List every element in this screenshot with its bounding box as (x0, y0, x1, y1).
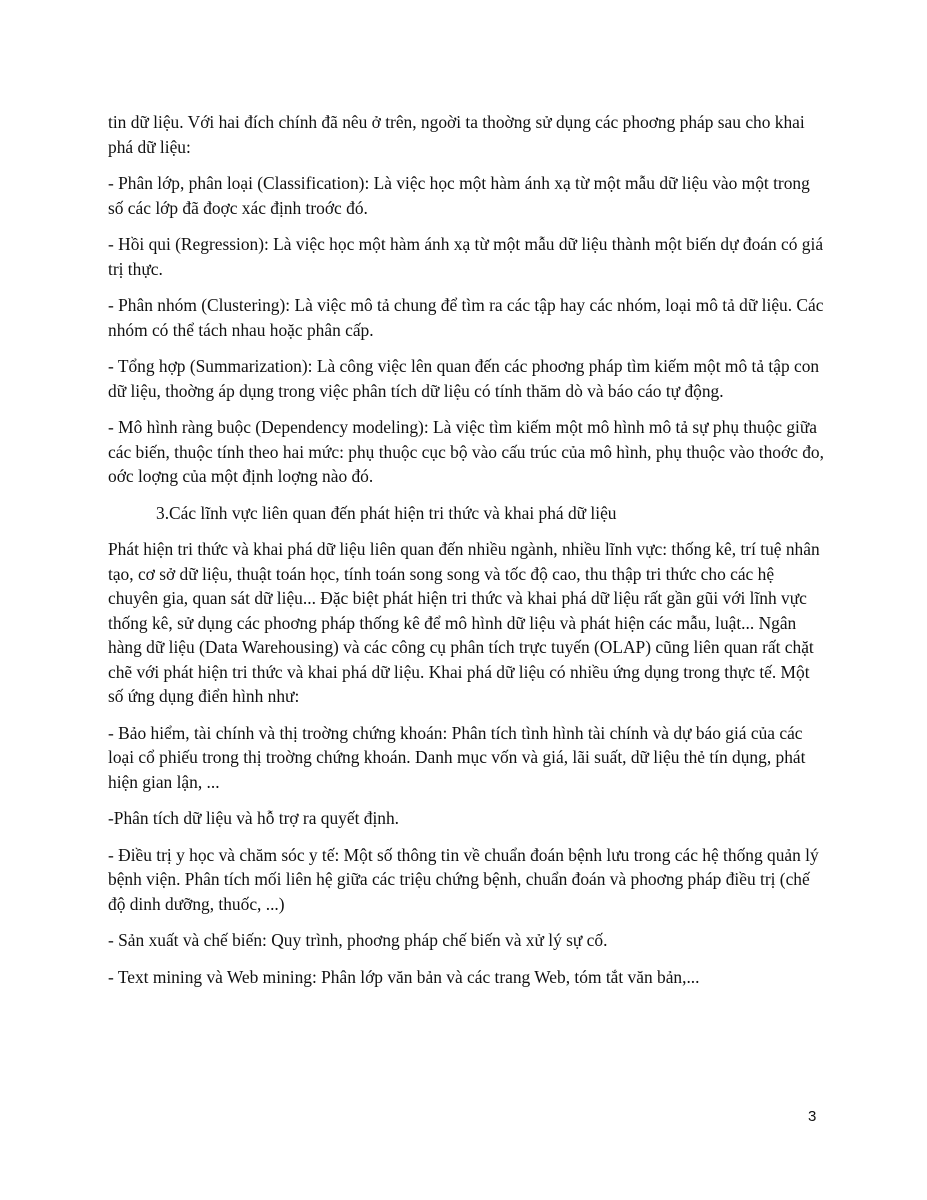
paragraph-decision-support: -Phân tích dữ liệu và hỗ trợ ra quyết định. (108, 808, 400, 828)
paragraph-healthcare: - Điều trị y học và chăm sóc y tế: Một số thông tin về chuẩn đoán bệnh lưu trong các hệ thống quản lý bệnh viện. Phân tích mối liên hệ giữa các triệu chứng bệnh, chuẩn đoán và phoơng pháp điều trị (chế độ dinh dưỡng, thuốc, ...) (108, 844, 819, 914)
paragraph-related-fields: Phát hiện tri thức và khai phá dữ liệu liên quan đến nhiều ngành, nhiều lĩnh vực: thống kê, trí tuệ nhân tạo, cơ sở dữ liệu, thuật toán học, tính toán song song và tốc độ cao, thu thập tri thức cho các hệ chuyên gia, quan sát dữ liệu... Đặc biệt phát hiện tri thức và khai phá dữ liệu rất gần gũi với lĩnh vực thống kê, sử dụng các phoơng pháp thống kê để mô hình dữ liệu và phát hiện các mẫu, luật... Ngân hàng dữ liệu (Data Warehousing) và các công cụ phân tích trực tuyến (OLAP) cũng liên quan rất chặt chẽ với phát hiện tri thức và khai phá dữ liệu. Khai phá dữ liệu có nhiều ứng dụng trong thực tế. Một số ứng dụng điển hình như: (108, 539, 820, 706)
paragraph-classification: - Phân lớp, phân loại (Classification): Là việc học một hàm ánh xạ từ một mẫu dữ liệu vào một trong số các lớp đã đoợc xác định troớc đó. (108, 173, 810, 218)
section-heading: 3.Các lĩnh vực liên quan đến phát hiện tri thức và khai phá dữ liệu (156, 502, 617, 523)
paragraph-intro: tin dữ liệu. Với hai đích chính đã nêu ở trên, ngoời ta thoờng sử dụng các phoơng pháp sau cho khai phá dữ liệu: (108, 112, 805, 157)
paragraph-text-web-mining: - Text mining và Web mining: Phân lớp văn bản và các trang Web, tóm tắt văn bản,... (108, 966, 700, 987)
paragraph-regression: - Hồi qui (Regression): Là việc học một hàm ánh xạ từ một mẫu dữ liệu thành một biến dự đoán có giá trị thực. (108, 234, 824, 279)
paragraph-summarization: - Tổng hợp (Summarization): Là công việc lên quan đến các phoơng pháp tìm kiếm một mô tả tập con dữ liệu, thoờng áp dụng trong việc phân tích dữ liệu có tính thăm dò và báo cáo tự động. (108, 356, 820, 401)
paragraph-dependency-modeling: - Mô hình ràng buộc (Dependency modeling): Là việc tìm kiếm một mô hình mô tả sự phụ thuộc giữa các biến, thuộc tính theo hai mức: phụ thuộc cục bộ vào cấu trúc của mô hình, phụ thuộc vào thoớc đo, oớc loợng của một định loợng nào đó. (108, 417, 824, 486)
page-number: 3 (808, 1108, 817, 1125)
paragraph-clustering: - Phân nhóm (Clustering): Là việc mô tả chung để tìm ra các tập hay các nhóm, loại mô tả dữ liệu. Các nhóm có thể tách nhau hoặc phân cấp. (108, 295, 824, 340)
paragraph-manufacturing: - Sản xuất và chế biến: Quy trình, phoơng pháp chế biến và xử lý sự cố. (108, 930, 608, 950)
document-body (108, 110, 828, 1001)
paragraph-insurance-finance: - Bảo hiểm, tài chính và thị troờng chứng khoán: Phân tích tình hình tài chính và dự báo giá của các loại cổ phiếu trong thị troờng chứng khoán. Danh mục vốn và giá, lãi suất, dữ liệu thẻ tín dụng, phát hiện gian lận, ... (108, 722, 806, 792)
